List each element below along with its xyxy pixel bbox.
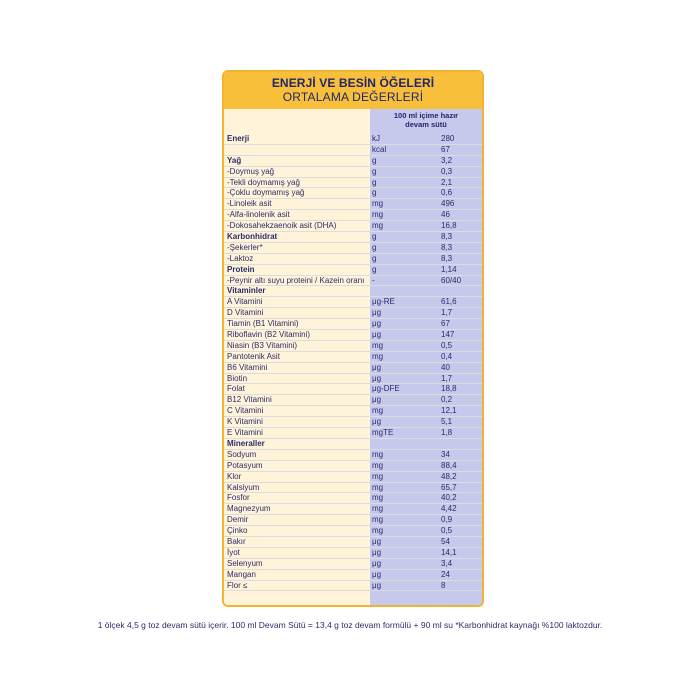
table-row (224, 461, 482, 472)
table-row (224, 363, 482, 374)
table-row (224, 395, 482, 406)
nutrient-label: Niasin (B3 Vitamini) (227, 340, 298, 350)
nutrient-value: 67 (441, 319, 450, 329)
table-row (224, 374, 482, 385)
nutrient-label: -Çoklu doymamış yağ (227, 188, 305, 198)
table-row (224, 581, 482, 592)
nutrient-value: 34 (441, 449, 450, 459)
nutrient-value: 2,1 (441, 177, 453, 187)
footnote: 1 ölçek 4,5 g toz devam sütü içerir. 100 ml Devam Sütü = 13,4 g toz devam formülü + 90 ml su *Karbonhidrat kaynağı %100 laktozdur. (97, 620, 603, 630)
nutrient-label: Mineraller (227, 438, 265, 448)
nutrient-unit: μg (372, 330, 382, 340)
nutrient-label: Magnezyum (227, 504, 271, 514)
table-row (224, 548, 482, 559)
nutrient-label: K Vitamini (227, 417, 263, 427)
nutrient-value: 12,1 (441, 406, 457, 416)
nutrition-table (224, 109, 482, 605)
nutrient-unit: kJ (372, 134, 380, 143)
column-header-line1: 100 ml içime hazır (393, 111, 459, 120)
nutrient-value: 8,3 (441, 253, 453, 263)
nutrient-label: Bakır (227, 536, 246, 546)
table-row (224, 570, 482, 581)
nutrient-label: E Vitamini (227, 428, 263, 438)
table-row (224, 276, 482, 287)
panel-title: ENERJİ VE BESİN ÖĞELERİ (271, 76, 435, 90)
nutrient-value: 40,2 (441, 493, 457, 503)
nutrient-unit: μg (372, 569, 382, 579)
nutrient-value: 8,3 (441, 232, 453, 242)
nutrient-value: 65,7 (441, 482, 457, 492)
nutrient-value: 147 (441, 330, 455, 340)
nutrient-value: 14,1 (441, 547, 457, 557)
table-row (224, 232, 482, 243)
nutrient-label: Flor ≤ (227, 580, 248, 590)
nutrient-unit: mg (372, 504, 384, 514)
nutrient-unit: μg-RE (372, 297, 395, 307)
table-row (224, 559, 482, 570)
nutrient-value: 280 (441, 134, 455, 143)
nutrient-label: Fosfor (227, 493, 250, 503)
nutrient-unit: kcal (372, 144, 387, 154)
nutrient-unit: mgTE (372, 428, 394, 438)
table-row (224, 526, 482, 537)
nutrient-unit: mg (372, 493, 384, 503)
nutrient-unit: mg (372, 515, 384, 525)
nutrient-label: -Linoleik asit (227, 199, 272, 209)
nutrient-label: Mangan (227, 569, 256, 579)
table-row (224, 341, 482, 352)
table-row (224, 352, 482, 363)
table-row (224, 286, 482, 297)
nutrient-label: Kalsiyum (227, 482, 260, 492)
nutrient-label: -Peynir altı suyu proteini / Kazein oranı (227, 275, 365, 285)
table-row (224, 243, 482, 254)
table-row (224, 439, 482, 450)
nutrient-value: 1,8 (441, 428, 453, 438)
nutrient-unit: μg (372, 580, 382, 590)
nutrient-label: Sodyum (227, 449, 257, 459)
nutrient-label: -Laktoz (227, 253, 254, 263)
table-row (224, 199, 482, 210)
nutrient-unit: μg (372, 558, 382, 568)
nutrient-unit: g (372, 232, 377, 242)
nutrient-label: D Vitamini (227, 308, 264, 318)
nutrient-value: 24 (441, 569, 450, 579)
nutrient-label: Klor (227, 471, 242, 481)
nutrient-label: Yağ (227, 155, 242, 165)
nutrient-label: Vitaminler (227, 286, 266, 296)
nutrient-unit: g (372, 253, 377, 263)
nutrient-unit: mg (372, 449, 384, 459)
nutrient-value: 0,5 (441, 526, 453, 536)
nutrient-unit: mg (372, 340, 384, 350)
nutrient-label: -Doymuş yağ (227, 166, 275, 176)
nutrient-label: -Tekli doymamış yağ (227, 177, 300, 187)
nutrient-unit: mg (372, 482, 384, 492)
nutrient-unit: μg (372, 319, 382, 329)
nutrient-value: 8 (441, 580, 446, 590)
table-row (224, 384, 482, 395)
table-row (224, 428, 482, 439)
nutrient-unit: mg (372, 221, 384, 231)
nutrient-value: 496 (441, 199, 455, 209)
table-row (224, 297, 482, 308)
nutrient-unit: μg (372, 308, 382, 318)
nutrient-label: Karbonhidrat (227, 232, 278, 242)
table-row (224, 178, 482, 189)
nutrient-value: 0,4 (441, 351, 453, 361)
table-row (224, 472, 482, 483)
table-row (224, 493, 482, 504)
nutrient-value: 0,5 (441, 340, 453, 350)
nutrient-unit: mg (372, 199, 384, 209)
nutrient-unit: mg (372, 406, 384, 416)
nutrient-value: 0,3 (441, 166, 453, 176)
nutrient-value: 16,8 (441, 221, 457, 231)
nutrient-label: -Alfa-linolenik asit (227, 210, 290, 220)
nutrient-value: 54 (441, 536, 450, 546)
nutrient-label: Demir (227, 515, 249, 525)
nutrient-label: Çinko (227, 526, 248, 536)
nutrient-value: 60/40 (441, 275, 462, 285)
nutrient-unit: mg (372, 471, 384, 481)
nutrient-label: Protein (227, 264, 255, 274)
nutrient-value: 1,7 (441, 373, 453, 383)
nutrient-unit: mg (372, 351, 384, 361)
nutrient-label: İyot (227, 547, 240, 557)
nutrient-label: B12 Vitamini (227, 395, 272, 405)
nutrient-unit: g (372, 166, 377, 176)
nutrient-unit: μg-DFE (372, 384, 400, 394)
nutrient-value: 0,2 (441, 395, 453, 405)
nutrition-panel (222, 70, 484, 607)
nutrient-unit: - (372, 275, 375, 285)
table-row (224, 319, 482, 330)
nutrient-value: 61,6 (441, 297, 457, 307)
table-row (224, 188, 482, 199)
table-row (224, 483, 482, 494)
nutrient-label: Biotin (227, 373, 248, 383)
nutrient-label: Potasyum (227, 460, 263, 470)
nutrient-unit: g (372, 264, 377, 274)
nutrient-value: 8,3 (441, 242, 453, 252)
nutrient-label: -Şekerler* (227, 242, 263, 252)
table-row (224, 156, 482, 167)
nutrient-unit: μg (372, 395, 382, 405)
table-row (224, 537, 482, 548)
nutrient-unit: μg (372, 547, 382, 557)
nutrient-value: 67 (441, 144, 450, 154)
nutrient-label: Folat (227, 384, 245, 394)
nutrient-unit: μg (372, 362, 382, 372)
nutrient-unit: g (372, 177, 377, 187)
table-row (224, 221, 482, 232)
nutrient-unit: mg (372, 210, 384, 220)
nutrient-unit: μg (372, 536, 382, 546)
nutrient-label: C Vitamini (227, 406, 264, 416)
table-row (224, 265, 482, 276)
nutrient-unit: mg (372, 526, 384, 536)
table-row (224, 254, 482, 265)
nutrient-value: 0,6 (441, 188, 453, 198)
nutrient-value: 5,1 (441, 417, 453, 427)
table-row (224, 145, 482, 156)
nutrient-label: Tiamin (B1 Vitamini) (227, 319, 299, 329)
nutrient-label: B6 Vitamini (227, 362, 268, 372)
column-header-line2: devam sütü (405, 120, 447, 129)
nutrient-value: 40 (441, 362, 450, 372)
table-row (224, 515, 482, 526)
nutrient-label: Selenyum (227, 558, 263, 568)
nutrient-unit: g (372, 155, 377, 165)
table-row (224, 210, 482, 221)
nutrient-value: 0,9 (441, 515, 453, 525)
table-row (224, 330, 482, 341)
nutrient-value: 46 (441, 210, 450, 220)
panel-subtitle: ORTALAMA DEĞERLERİ (282, 90, 424, 104)
nutrient-value: 1,14 (441, 264, 457, 274)
nutrient-label: Riboflavin (B2 Vitamini) (227, 330, 310, 340)
nutrient-value: 48,2 (441, 471, 457, 481)
panel-header (224, 72, 482, 109)
table-row (224, 134, 482, 145)
nutrient-label: Enerji (227, 134, 250, 143)
nutrient-value: 88,4 (441, 460, 457, 470)
nutrient-value: 3,2 (441, 155, 453, 165)
nutrient-label: -Dokosahekzaenoik asit (DHA) (227, 221, 337, 231)
nutrient-label: Pantotenik Asit (227, 351, 280, 361)
table-row (224, 450, 482, 461)
table-row (224, 406, 482, 417)
table-rows (224, 134, 482, 591)
table-row (224, 308, 482, 319)
nutrient-label: A Vitamini (227, 297, 263, 307)
nutrient-value: 1,7 (441, 308, 453, 318)
nutrient-value: 18,8 (441, 384, 457, 394)
column-header (370, 111, 482, 129)
table-row (224, 167, 482, 178)
nutrient-unit: mg (372, 460, 384, 470)
nutrient-value: 3,4 (441, 558, 453, 568)
table-row (224, 417, 482, 428)
nutrient-value: 4,42 (441, 504, 457, 514)
nutrient-unit: μg (372, 417, 382, 427)
table-row (224, 504, 482, 515)
nutrient-unit: g (372, 242, 377, 252)
nutrient-unit: g (372, 188, 377, 198)
nutrient-unit: μg (372, 373, 382, 383)
